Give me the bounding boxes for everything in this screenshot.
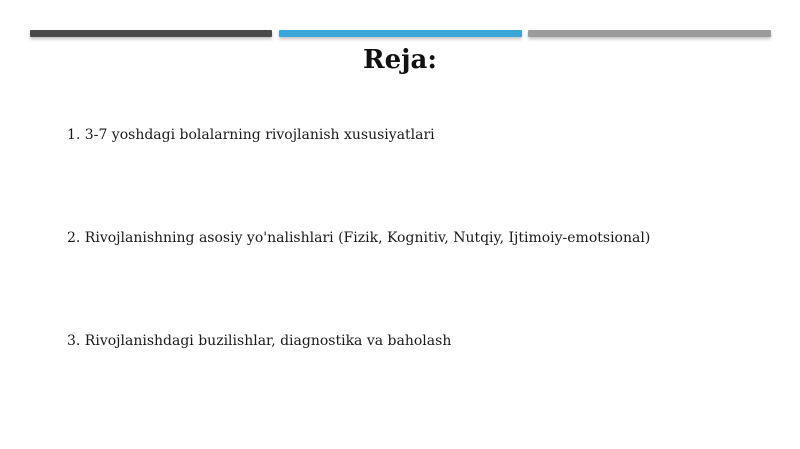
plan-item-1: 1. 3-7 yoshdagi bolalarning rivojlanish xususiyatlari — [67, 127, 435, 143]
decor-bar-gray — [528, 30, 771, 37]
slide-title: Reja: — [362, 45, 437, 75]
plan-item-2: 2. Rivojlanishning asosiy yo'nalishlari (Fizik, Kognitiv, Nutqiy, Ijtimoiy-emotsional) — [67, 230, 651, 246]
decor-bar-blue — [279, 30, 522, 37]
decor-bar-dark — [30, 30, 272, 37]
plan-item-3: 3. Rivojlanishdagi buzilishlar, diagnostika va baholash — [67, 333, 452, 349]
